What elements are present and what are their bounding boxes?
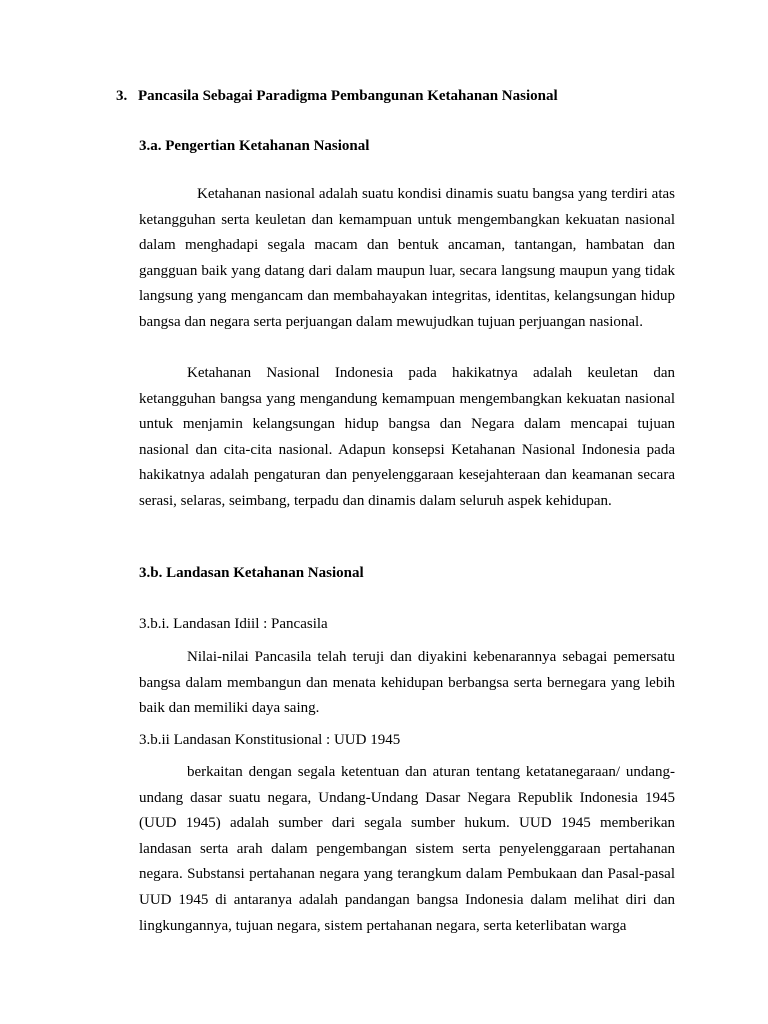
subheading-3bii: 3.b.ii Landasan Konstitusional : UUD 1945 xyxy=(139,732,401,748)
subheading-3bi: 3.b.i. Landasan Idiil : Pancasila xyxy=(139,616,328,632)
paragraph-3bi: Nilai-nilai Pancasila telah teruji dan diyakini kebenarannya sebagai pemersatu bangsa dalam membangun dan menata kehidupan berbangsa serta bernegara yang lebih baik dan memiliki daya saing. xyxy=(139,649,675,717)
section-heading-number: 3. xyxy=(116,88,128,104)
paragraph-3bii: berkaitan dengan segala ketentuan dan aturan tentang ketatanegaraan/ undang-undang dasar suatu negara, Undang-Undang Dasar Negara Republik Indonesia 1945 (UUD 1945) adalah sumber dari segala sumber hukum. UUD 1945 memberikan landasan serta arah dalam pengembangan sistem serta penyelenggaraan pertahanan negara. Substansi pertahanan negara yang terangkum dalam Pembukaan dan Pasal-pasal UUD 1945 di antaranya adalah pandangan bangsa Indonesia dalam melihat diri dan lingkungannya, tujuan negara, sistem pertahanan negara, serta keterlibatan warga xyxy=(139,764,675,934)
paragraph-3a-2: Ketahanan Nasional Indonesia pada hakikatnya adalah keuletan dan ketangguhan bangsa yang mengandung kemampuan mengembangkan kekuatan nasional untuk menjamin kelangsungan hidup bangsa dan Negara dalam mencapai tujuan nasional dan cita-cita nasional. Adapun konsepsi Ketahanan Nasional Indonesia pada hakikatnya adalah pengaturan dan penyelenggaraan kesejahteraan dan keamanan secara serasi, selaras, seimbang, terpadu dan dinamis dalam seluruh aspek kehidupan. xyxy=(139,365,675,509)
paragraph-3a-1: Ketahanan nasional adalah suatu kondisi dinamis suatu bangsa yang terdiri atas ketangguhan serta keuletan dan kemampuan untuk mengembangkan kekuatan nasional dalam menghadapi segala macam dan bentuk ancaman, tantangan, hambatan dan gangguan baik yang datang dari dalam maupun luar, secara langsung maupun yang tidak langsung yang mengancam dan membahayakan integritas, identitas, kelangsungan hidup bangsa dan negara serta perjuangan dalam mewujudkan tujuan perjuangan nasional. xyxy=(139,186,675,330)
subheading-3b: 3.b. Landasan Ketahanan Nasional xyxy=(139,565,364,581)
section-heading-text: Pancasila Sebagai Paradigma Pembangunan Ketahanan Nasional xyxy=(138,88,558,104)
subheading-3a: 3.a. Pengertian Ketahanan Nasional xyxy=(139,138,370,154)
section-heading xyxy=(116,86,558,106)
